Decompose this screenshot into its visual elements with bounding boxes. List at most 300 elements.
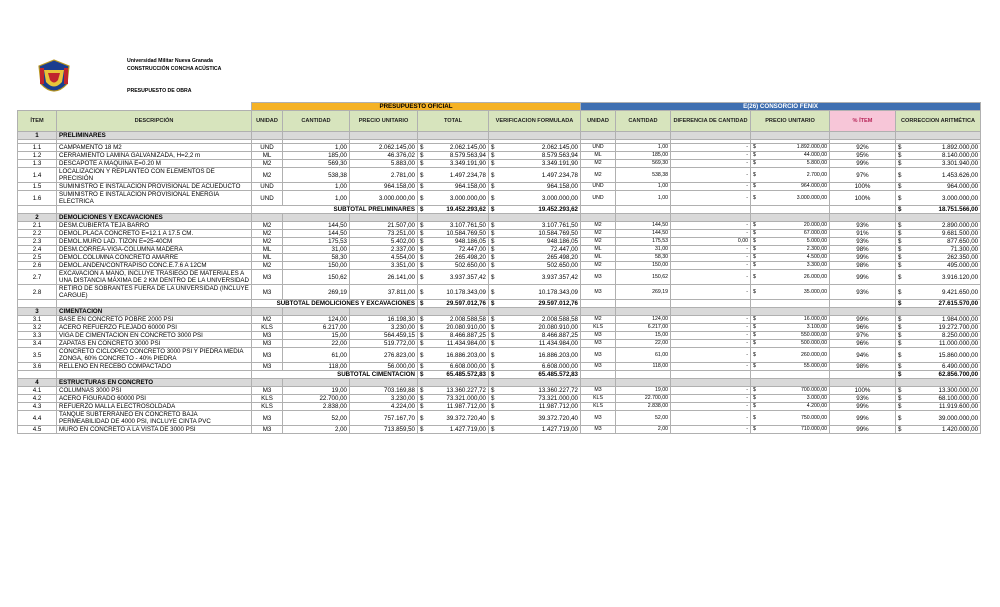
item-quantity2: 538,38 xyxy=(616,168,671,183)
item-unit-price2: 3.000,00 xyxy=(806,395,827,401)
currency-sign: $ xyxy=(898,340,902,347)
currency-sign: $ xyxy=(898,144,902,151)
subtotal-correction-cell xyxy=(896,206,981,214)
item-verification: 11.987.712,00 xyxy=(538,403,578,410)
empty-cell xyxy=(18,206,57,214)
item-unit2: M2 xyxy=(581,168,616,183)
item-unit: M3 xyxy=(252,285,283,300)
col-item: ÍTEM xyxy=(18,111,57,132)
item-verification: 8.466.887,25 xyxy=(541,332,578,339)
currency-sign: $ xyxy=(491,160,495,167)
table-row xyxy=(18,403,981,411)
item-correction-cell xyxy=(896,403,981,411)
item-unit-price2: 20.000,00 xyxy=(803,222,827,228)
item-unit-price2: 3.000.000,00 xyxy=(796,194,827,201)
empty-cell xyxy=(671,206,751,214)
item-verification-cell xyxy=(489,332,581,340)
item-verification: 72.447,00 xyxy=(550,246,578,253)
empty-cell xyxy=(489,379,581,387)
item-correction-cell xyxy=(896,144,981,152)
section-header-row xyxy=(18,308,981,316)
currency-sign: $ xyxy=(898,351,902,359)
document-title: PRESUPUESTO DE OBRA xyxy=(127,88,192,94)
item-quantity2: 144,50 xyxy=(616,230,671,238)
item-unit-price: 37.811,00 xyxy=(350,285,418,300)
empty-cell xyxy=(252,132,283,140)
item-total-cell xyxy=(418,144,489,152)
currency-sign: $ xyxy=(491,254,495,261)
currency-sign: $ xyxy=(898,316,902,323)
table-row xyxy=(18,387,981,395)
item-unit: M2 xyxy=(252,262,283,270)
subtotal-verification: 29.597.012,76 xyxy=(538,300,578,307)
item-correction-cell xyxy=(896,160,981,168)
item-verification: 10.584.769,50 xyxy=(538,230,578,237)
item-unit-price2-cell xyxy=(751,254,830,262)
item-percentage: 98% xyxy=(830,246,896,254)
table-row xyxy=(18,222,981,230)
item-number: 1.2 xyxy=(18,152,57,160)
currency-sign: $ xyxy=(491,403,495,410)
item-unit-price2-cell xyxy=(751,152,830,160)
item-unit: M3 xyxy=(252,363,283,371)
currency-sign: $ xyxy=(753,238,756,244)
item-unit2: UND xyxy=(581,191,616,206)
empty-cell xyxy=(830,300,896,308)
item-quantity2: 61,00 xyxy=(616,348,671,363)
currency-sign: $ xyxy=(898,371,902,378)
item-verification: 11.434.984,00 xyxy=(538,340,578,347)
item-quantity: 144,50 xyxy=(283,222,350,230)
table-row xyxy=(18,411,981,426)
item-verification-cell xyxy=(489,403,581,411)
item-verification: 13.360.227,72 xyxy=(538,387,578,394)
item-total: 11.434.984,00 xyxy=(446,340,486,347)
item-unit2: KLS xyxy=(581,324,616,332)
item-verification: 3.349.191,90 xyxy=(541,160,578,167)
currency-sign: $ xyxy=(491,144,495,151)
item-quantity: 2.838,00 xyxy=(283,403,350,411)
empty-cell xyxy=(252,308,283,316)
currency-sign: $ xyxy=(420,324,424,331)
currency-sign: $ xyxy=(420,206,424,213)
currency-sign: $ xyxy=(898,426,902,433)
empty-cell xyxy=(896,132,981,140)
item-unit-price: 56.000,00 xyxy=(350,363,418,371)
currency-sign: $ xyxy=(753,324,756,330)
item-unit-price: 564.459,15 xyxy=(350,332,418,340)
item-total-cell xyxy=(418,160,489,168)
table-row xyxy=(18,183,981,191)
item-percentage: 97% xyxy=(830,168,896,183)
item-quantity2: 124,00 xyxy=(616,316,671,324)
item-unit: M3 xyxy=(252,348,283,363)
item-verification: 964.158,00 xyxy=(547,183,578,190)
empty-cell xyxy=(751,214,830,222)
item-number: 3.2 xyxy=(18,324,57,332)
item-number: 4.3 xyxy=(18,403,57,411)
item-quantity-difference: - xyxy=(671,191,751,206)
item-quantity: 150,62 xyxy=(283,270,350,285)
item-number: 3.1 xyxy=(18,316,57,324)
item-verification-cell xyxy=(489,160,581,168)
currency-sign: $ xyxy=(898,363,902,370)
currency-sign: $ xyxy=(420,414,424,422)
item-number: 4.1 xyxy=(18,387,57,395)
currency-sign: $ xyxy=(753,144,756,150)
item-description: SUMINISTRO E INSTALACION PROVISIONAL ENERGIA ELECTRICA xyxy=(57,191,252,206)
empty-cell xyxy=(830,206,896,214)
item-percentage: 96% xyxy=(830,324,896,332)
table-row xyxy=(18,191,981,206)
item-verification-cell xyxy=(489,191,581,206)
currency-sign: $ xyxy=(491,395,495,402)
currency-sign: $ xyxy=(491,206,495,213)
currency-sign: $ xyxy=(753,387,756,393)
empty-cell xyxy=(830,214,896,222)
item-unit: M2 xyxy=(252,168,283,183)
item-description: CERRAMIENTO LAMINA GALVANIZADA, H=2,2 m xyxy=(57,152,252,160)
item-unit2: KLS xyxy=(581,395,616,403)
item-quantity2: 150,62 xyxy=(616,270,671,285)
item-percentage: 93% xyxy=(830,395,896,403)
currency-sign: $ xyxy=(491,194,495,202)
empty-cell xyxy=(751,379,830,387)
item-description: DEMOL.MURO LAD. TIZON E=25-40CM xyxy=(57,238,252,246)
item-unit-price2: 4.200,00 xyxy=(806,403,827,409)
item-quantity-difference: - xyxy=(671,316,751,324)
item-quantity2: 1,00 xyxy=(616,183,671,191)
table-row xyxy=(18,238,981,246)
item-unit2: M3 xyxy=(581,285,616,300)
item-unit2: ML xyxy=(581,152,616,160)
subtotal-total-cell xyxy=(418,371,489,379)
item-total-cell xyxy=(418,191,489,206)
item-quantity-difference: - xyxy=(671,152,751,160)
empty-cell xyxy=(896,214,981,222)
currency-sign: $ xyxy=(753,262,756,268)
item-number: 3.5 xyxy=(18,348,57,363)
item-percentage: 99% xyxy=(830,160,896,168)
item-verification-cell xyxy=(489,230,581,238)
item-unit-price2: 964.000,00 xyxy=(801,183,827,189)
item-unit: M3 xyxy=(252,270,283,285)
item-quantity: 22.700,00 xyxy=(283,395,350,403)
item-unit-price: 3.230,00 xyxy=(350,324,418,332)
col-pct: % ÍTEM xyxy=(830,111,896,132)
item-correction-cell xyxy=(896,395,981,403)
item-unit-price2-cell xyxy=(751,411,830,426)
item-unit-price2-cell xyxy=(751,316,830,324)
empty-cell xyxy=(418,379,489,387)
item-description: CAMPAMENTO 18 M2 xyxy=(57,144,252,152)
empty-cell xyxy=(616,371,671,379)
item-verification: 1.427.719,00 xyxy=(541,426,578,433)
item-description: DESM.CORREA-VIGA-COLUMNA MADERA xyxy=(57,246,252,254)
table-row xyxy=(18,324,981,332)
item-unit: KLS xyxy=(252,324,283,332)
empty-cell xyxy=(896,379,981,387)
currency-sign: $ xyxy=(898,171,902,179)
item-unit-price: 2.337,00 xyxy=(350,246,418,254)
empty-cell xyxy=(751,308,830,316)
item-total: 8.579.563,94 xyxy=(449,152,486,159)
item-unit-price2-cell xyxy=(751,191,830,206)
empty-cell xyxy=(418,308,489,316)
item-total-cell xyxy=(418,270,489,285)
item-unit2: ML xyxy=(581,254,616,262)
item-arithmetic-correction: 262.350,00 xyxy=(947,254,979,261)
col-unit: UNIDAD xyxy=(252,111,283,132)
item-unit2: UND xyxy=(581,183,616,191)
item-quantity: 31,00 xyxy=(283,246,350,254)
item-quantity: 1,00 xyxy=(283,191,350,206)
subtotal-arithmetic-correction: 18.751.566,00 xyxy=(938,206,979,213)
table-row xyxy=(18,332,981,340)
item-number: 2.1 xyxy=(18,222,57,230)
item-quantity2: 144,50 xyxy=(616,222,671,230)
item-quantity2: 1,00 xyxy=(616,144,671,152)
item-unit-price2-cell xyxy=(751,403,830,411)
currency-sign: $ xyxy=(753,246,756,252)
item-correction-cell xyxy=(896,254,981,262)
item-description: MURO EN CONCRETO A LA VISTA DE 3000 PSI xyxy=(57,426,252,434)
empty-cell xyxy=(252,214,283,222)
item-quantity2: 15,00 xyxy=(616,332,671,340)
item-unit: KLS xyxy=(252,395,283,403)
empty-cell xyxy=(418,132,489,140)
empty-cell xyxy=(489,308,581,316)
item-verification-cell xyxy=(489,285,581,300)
item-unit-price2-cell xyxy=(751,270,830,285)
item-unit-price2: 26.000,00 xyxy=(803,273,827,280)
empty-cell xyxy=(616,214,671,222)
item-quantity-difference: - xyxy=(671,285,751,300)
column-header-row xyxy=(18,111,981,132)
item-verification-cell xyxy=(489,246,581,254)
subtotal-total-cell xyxy=(418,206,489,214)
item-quantity: 144,50 xyxy=(283,230,350,238)
subtotal-row xyxy=(18,371,981,379)
currency-sign: $ xyxy=(898,160,902,167)
empty-cell xyxy=(57,206,252,214)
item-number: 3.3 xyxy=(18,332,57,340)
item-unit-price2: 35.000,00 xyxy=(803,288,827,295)
empty-cell xyxy=(581,379,616,387)
currency-sign: $ xyxy=(898,262,902,269)
item-number: 2.4 xyxy=(18,246,57,254)
item-unit: M3 xyxy=(252,387,283,395)
currency-sign: $ xyxy=(898,395,902,402)
item-correction-cell xyxy=(896,222,981,230)
currency-sign: $ xyxy=(491,332,495,339)
item-unit-price2-cell xyxy=(751,340,830,348)
empty-cell xyxy=(350,379,418,387)
item-unit-price2-cell xyxy=(751,332,830,340)
empty-cell xyxy=(283,214,350,222)
item-number: 1.4 xyxy=(18,168,57,183)
item-total-cell xyxy=(418,285,489,300)
currency-sign: $ xyxy=(491,238,495,245)
currency-sign: $ xyxy=(420,160,424,167)
currency-sign: $ xyxy=(753,395,756,401)
currency-sign: $ xyxy=(491,300,495,307)
item-verification: 16.886.203,00 xyxy=(538,351,578,359)
currency-sign: $ xyxy=(491,363,495,370)
empty-cell xyxy=(418,214,489,222)
item-correction-cell xyxy=(896,238,981,246)
currency-sign: $ xyxy=(491,351,495,359)
item-correction-cell xyxy=(896,230,981,238)
col-arith: CORRECCION ARITMÉTICA xyxy=(896,111,981,132)
table-row xyxy=(18,254,981,262)
item-total: 10.584.769,50 xyxy=(446,230,486,237)
section-title: PRELIMINARES xyxy=(57,132,252,140)
item-correction-cell xyxy=(896,348,981,363)
item-percentage: 92% xyxy=(830,144,896,152)
empty-cell xyxy=(581,214,616,222)
section-header-row xyxy=(18,379,981,387)
item-verification: 3.937.357,42 xyxy=(541,273,578,281)
item-total-cell xyxy=(418,254,489,262)
empty-cell xyxy=(830,371,896,379)
item-correction-cell xyxy=(896,332,981,340)
item-unit-price: 276.823,00 xyxy=(350,348,418,363)
item-percentage: 100% xyxy=(830,387,896,395)
table-row xyxy=(18,426,981,434)
currency-sign: $ xyxy=(420,183,424,190)
item-description: RELLENO EN RECEBO COMPACTADO xyxy=(57,363,252,371)
item-percentage: 99% xyxy=(830,316,896,324)
currency-sign: $ xyxy=(420,300,424,307)
item-correction-cell xyxy=(896,363,981,371)
currency-sign: $ xyxy=(898,206,902,213)
item-total: 20.080.910,00 xyxy=(446,324,486,331)
item-total: 3.107.761,50 xyxy=(449,222,486,229)
currency-sign: $ xyxy=(898,230,902,237)
item-unit-price2-cell xyxy=(751,387,830,395)
section-title: CIMENTACION xyxy=(57,308,252,316)
section-header-row xyxy=(18,132,981,140)
section-number: 2 xyxy=(18,214,57,222)
item-verification-cell xyxy=(489,183,581,191)
subtotal-label: SUBTOTAL PRELIMINARES xyxy=(252,206,418,214)
item-correction-cell xyxy=(896,152,981,160)
currency-sign: $ xyxy=(753,230,756,236)
item-unit-price2-cell xyxy=(751,160,830,168)
currency-sign: $ xyxy=(753,183,756,189)
currency-sign: $ xyxy=(420,222,424,229)
item-total-cell xyxy=(418,246,489,254)
section-number: 1 xyxy=(18,132,57,140)
empty-cell xyxy=(751,206,830,214)
item-quantity-difference: - xyxy=(671,262,751,270)
item-unit-price2-cell xyxy=(751,183,830,191)
item-verification-cell xyxy=(489,152,581,160)
empty-cell xyxy=(671,300,751,308)
item-total: 8.466.887,25 xyxy=(449,332,486,339)
item-verification-cell xyxy=(489,144,581,152)
item-verification: 2.008.588,58 xyxy=(541,316,578,323)
item-arithmetic-correction: 11.000.000,00 xyxy=(938,340,979,347)
item-quantity: 6.217,00 xyxy=(283,324,350,332)
item-quantity-difference: - xyxy=(671,411,751,426)
item-verification-cell xyxy=(489,426,581,434)
item-percentage: 95% xyxy=(830,152,896,160)
item-unit2: M2 xyxy=(581,230,616,238)
empty-cell xyxy=(489,132,581,140)
item-total-cell xyxy=(418,387,489,395)
currency-sign: $ xyxy=(898,300,902,307)
item-correction-cell xyxy=(896,262,981,270)
item-percentage: 96% xyxy=(830,340,896,348)
item-quantity-difference: - xyxy=(671,348,751,363)
item-unit-price2-cell xyxy=(751,168,830,183)
item-description: RETIRO DE SOBRANTES FUERA DE LA UNIVERSIDAD (INCLUYE CARGUE) xyxy=(57,285,252,300)
item-arithmetic-correction: 15.860.000,00 xyxy=(938,351,979,359)
currency-sign: $ xyxy=(420,194,424,202)
currency-sign: $ xyxy=(898,152,902,159)
item-verification-cell xyxy=(489,254,581,262)
item-arithmetic-correction: 495.000,00 xyxy=(947,262,979,269)
item-unit2: M3 xyxy=(581,348,616,363)
item-description: CONCRETO CICLÓPEO CONCRETO 3000 PSI Y PIEDRA MEDIA ZONGA, 60% CONCRETO - 40% PIEDRA xyxy=(57,348,252,363)
university-name: Universidad Militar Nueva Granada xyxy=(127,58,213,64)
currency-sign: $ xyxy=(898,387,902,394)
item-quantity2: 569,30 xyxy=(616,160,671,168)
item-verification-cell xyxy=(489,168,581,183)
currency-sign: $ xyxy=(898,273,902,281)
table-row xyxy=(18,160,981,168)
currency-sign: $ xyxy=(753,332,756,338)
currency-sign: $ xyxy=(753,171,756,178)
table-row xyxy=(18,348,981,363)
item-arithmetic-correction: 1.453.626,00 xyxy=(941,171,979,179)
item-arithmetic-correction: 3.301.940,00 xyxy=(941,160,979,167)
university-crest-logo xyxy=(36,56,72,100)
item-number: 3.6 xyxy=(18,363,57,371)
item-quantity2: 269,19 xyxy=(616,285,671,300)
item-unit-price2-cell xyxy=(751,222,830,230)
currency-sign: $ xyxy=(420,316,424,323)
item-quantity: 22,00 xyxy=(283,340,350,348)
item-verification: 265.498,20 xyxy=(547,254,578,261)
item-quantity2: 6.217,00 xyxy=(616,324,671,332)
item-unit-price2-cell xyxy=(751,230,830,238)
item-number: 2.2 xyxy=(18,230,57,238)
item-verification-cell xyxy=(489,270,581,285)
empty-cell xyxy=(896,308,981,316)
currency-sign: $ xyxy=(491,246,495,253)
col-unit-price: PRECIO UNITARIO xyxy=(350,111,418,132)
table-row xyxy=(18,246,981,254)
item-quantity2: 22,00 xyxy=(616,340,671,348)
item-total: 2.062.145,00 xyxy=(449,144,486,151)
currency-sign: $ xyxy=(491,230,495,237)
item-arithmetic-correction: 8.250.000,00 xyxy=(941,332,979,339)
item-total-cell xyxy=(418,183,489,191)
item-description: ACERO FIGURADO 60000 PSI xyxy=(57,395,252,403)
table-row xyxy=(18,144,981,152)
currency-sign: $ xyxy=(420,426,424,433)
item-quantity2: 19,00 xyxy=(616,387,671,395)
item-description: DEMOL.PLACA CONCRETO E=12.1 A 17.5 CM. xyxy=(57,230,252,238)
item-arithmetic-correction: 1.984.000,00 xyxy=(941,316,979,323)
empty-cell xyxy=(283,379,350,387)
currency-sign: $ xyxy=(753,194,756,201)
currency-sign: $ xyxy=(491,324,495,331)
currency-sign: $ xyxy=(753,288,756,295)
